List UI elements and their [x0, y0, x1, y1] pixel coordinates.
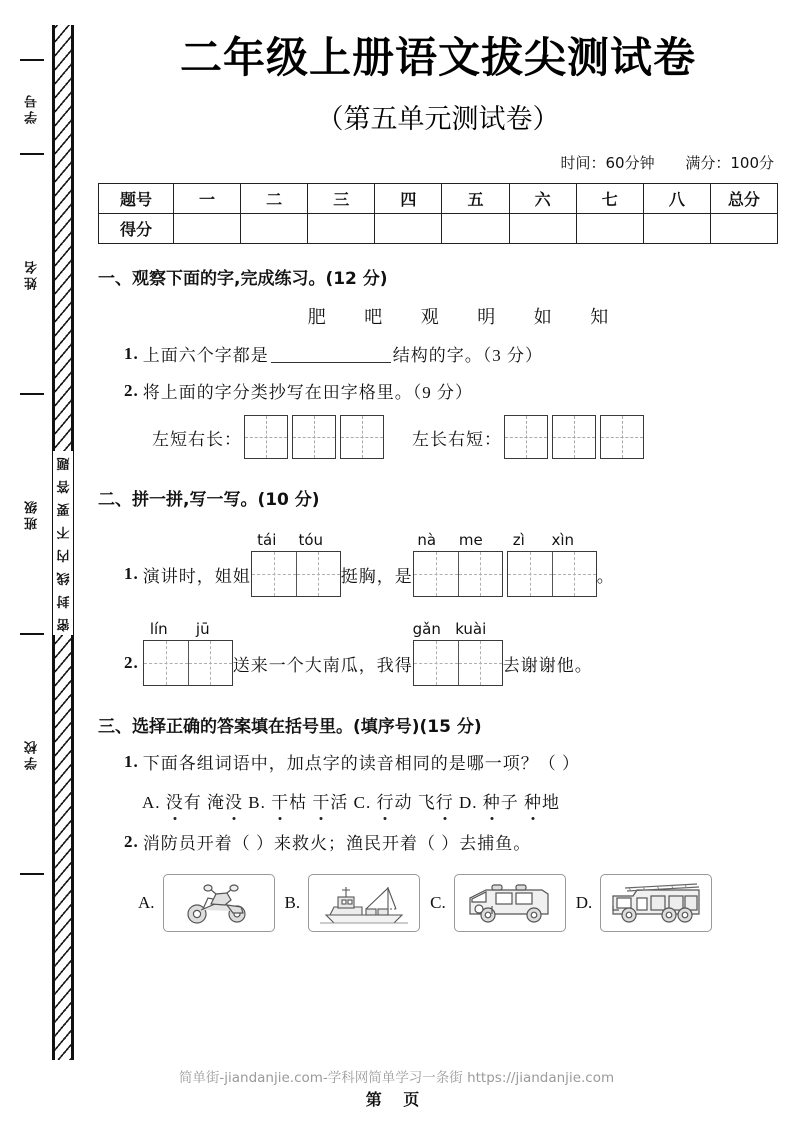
page-number-marker: 第 页 — [365, 1090, 428, 1109]
tianzige-cell[interactable] — [552, 552, 596, 596]
info-rule-3 — [20, 633, 44, 635]
table-row-scores — [99, 214, 778, 244]
score-header-0: 题号 — [99, 184, 174, 214]
answer-grid-linju[interactable] — [143, 640, 233, 686]
info-label-class: 班级 — [24, 498, 40, 530]
exam-meta — [98, 152, 778, 173]
dotted-char: 种 — [483, 788, 501, 813]
section-3-question-1 — [98, 749, 778, 774]
section-1-grid-row — [98, 415, 778, 459]
option-b-word-1 — [271, 793, 307, 812]
section-1-question-2 — [98, 378, 778, 403]
section-1-character-row — [98, 303, 778, 329]
seal-char-3: 不 — [53, 520, 73, 543]
plain-char: 枯 — [289, 793, 308, 813]
picture-option-c[interactable] — [454, 874, 566, 932]
picture-option-label-d: D. — [575, 893, 593, 913]
info-label-name: 姓名 — [24, 258, 40, 290]
question-text-mid: 送来一个大南瓜，我得 — [232, 655, 413, 675]
info-label-school: 学校 — [24, 738, 40, 770]
option-b-word-2 — [312, 793, 348, 812]
left-long-right-short-label: 左长右短： — [412, 429, 502, 449]
tianzige-box[interactable] — [504, 415, 548, 459]
char-2: 观 — [420, 307, 439, 328]
seal-char-1: 答 — [53, 474, 73, 497]
section-2-question-1 — [98, 551, 778, 597]
pinyin-group-taitou — [245, 531, 333, 549]
pinyin-lin: lín — [149, 620, 168, 639]
ambulance-van-icon — [462, 880, 558, 926]
pinyin-kuai: kuài — [455, 620, 487, 639]
tianzige-cell[interactable] — [252, 552, 296, 596]
pinyin-group-linju — [137, 620, 225, 638]
score-header-9: 总分 — [710, 184, 777, 214]
dotted-char: 没 — [225, 788, 243, 813]
tianzige-cell[interactable] — [296, 552, 340, 596]
pinyin-tai: tái — [257, 531, 277, 550]
score-cell-5[interactable] — [442, 214, 509, 244]
plain-char: 飞 — [417, 793, 436, 813]
info-item-school[interactable] — [14, 639, 50, 869]
info-rule-2 — [20, 393, 44, 395]
pinyin-gan: gǎn — [412, 620, 441, 639]
char-1: 吧 — [364, 307, 383, 328]
option-label-a: A. — [142, 793, 161, 813]
option-a-word-1 — [166, 793, 202, 812]
char-0: 肥 — [307, 307, 326, 328]
char-5: 知 — [590, 307, 609, 328]
option-label-c: C. — [353, 793, 372, 813]
page-subtitle: （第五单元测试卷） — [316, 104, 560, 136]
pinyin-na: nà — [417, 531, 437, 550]
score-header-1: 一 — [174, 184, 241, 214]
option-c-word-2 — [418, 793, 454, 812]
score-header-3: 三 — [308, 184, 375, 214]
exam-paper — [98, 0, 778, 1122]
question-text-start: 演讲时，姐姐 — [142, 566, 251, 586]
char-3: 明 — [477, 307, 496, 328]
dotted-char: 没 — [166, 788, 184, 813]
score-header-5: 五 — [442, 184, 509, 214]
left-short-right-long-label: 左短右长： — [152, 429, 242, 449]
question-number: 1. — [124, 751, 139, 771]
section-3-q2-picture-options — [98, 874, 778, 932]
option-label-b: B. — [248, 793, 266, 813]
answer-grid-zixin[interactable] — [507, 551, 597, 597]
left-short-right-long-boxes[interactable] — [244, 415, 384, 459]
seal-char-7: 密 — [53, 612, 73, 635]
dotted-char: 干 — [312, 788, 330, 813]
tianzige-box[interactable] — [340, 415, 384, 459]
info-rule-bottom — [20, 873, 44, 875]
plain-char: 地 — [542, 793, 560, 813]
tianzige-box[interactable] — [600, 415, 644, 459]
seal-char-4: 内 — [53, 543, 73, 566]
answer-grid-gankuai[interactable] — [413, 640, 503, 686]
tianzige-cell[interactable] — [188, 641, 232, 685]
left-long-right-short-boxes[interactable] — [504, 415, 644, 459]
section-2-q1-pinyin-row — [98, 524, 778, 549]
question-text-end: 。 — [596, 566, 615, 586]
picture-option-label-a: A. — [138, 893, 155, 913]
score-cell-6[interactable] — [509, 214, 576, 244]
question-text: 下面各组词语中，加点字的读音相同的是哪一项？（ ） — [142, 754, 580, 774]
dotted-char: 行 — [376, 788, 394, 813]
section-2-heading: 二、拼一拼,写一写。(10 分) — [98, 490, 320, 511]
total-score-label: 满分：100分 — [685, 154, 774, 173]
picture-option-label-b: B. — [284, 893, 301, 913]
footer-watermark: 简单街-jiandanjie.com-学科网简单学习一条街 https://jiandanjie.com — [178, 1070, 615, 1086]
tianzige-box[interactable] — [292, 415, 336, 459]
picture-option-a[interactable] — [163, 874, 275, 932]
score-cell-7[interactable] — [576, 214, 643, 244]
pinyin-me: me — [458, 531, 483, 550]
option-d-word-2 — [524, 793, 560, 812]
motorcycle-icon — [175, 880, 263, 926]
pinyin-xin: xìn — [551, 531, 575, 550]
info-label-student-id: 学号 — [24, 92, 40, 124]
question-number: 1. — [124, 343, 139, 363]
answer-grid-taitou[interactable] — [251, 551, 341, 597]
section-3-heading: 三、选择正确的答案填在括号里。(填序号)(15 分) — [98, 717, 482, 738]
score-cell-4[interactable] — [375, 214, 442, 244]
tianzige-box[interactable] — [552, 415, 596, 459]
dotted-char: 行 — [436, 788, 454, 813]
question-text-before: 上面六个字都是 — [142, 346, 269, 366]
score-header-8: 八 — [643, 184, 710, 214]
question-text: 将上面的字分类抄写在田字格里。（9 分） — [142, 383, 473, 403]
score-cell-1[interactable] — [174, 214, 241, 244]
tianzige-cell[interactable] — [144, 641, 188, 685]
plain-char: 子 — [500, 793, 519, 813]
score-table — [98, 183, 778, 244]
pinyin-group-name — [405, 531, 493, 549]
option-label-d: D. — [458, 793, 478, 813]
question-text-after: 结构的字。（3 分） — [392, 346, 543, 366]
plain-char: 活 — [330, 793, 349, 813]
fishing-boat-icon — [316, 879, 412, 927]
picture-option-label-c: C. — [430, 893, 446, 913]
score-header-6: 六 — [509, 184, 576, 214]
info-item-name[interactable] — [14, 159, 50, 389]
answer-grid-name[interactable] — [413, 551, 503, 597]
seal-char-0: 题 — [53, 451, 73, 474]
question-number: 2. — [124, 831, 139, 851]
tianzige-cell[interactable] — [508, 552, 552, 596]
time-label: 时间：60分钟 — [560, 154, 655, 173]
pinyin-group-gankuai — [405, 620, 493, 638]
fire-truck-icon — [607, 880, 705, 926]
table-row-header — [99, 184, 778, 214]
tianzige-cell[interactable] — [414, 641, 458, 685]
section-2-q2-pinyin-row — [98, 613, 778, 638]
dotted-char: 种 — [524, 788, 542, 813]
question-text: 消防员开着（ ）来救火；渔民开着（ ）去捕鱼。 — [142, 834, 532, 854]
section-1-heading: 一、观察下面的字,完成练习。(12 分) — [98, 269, 388, 290]
option-c-word-1 — [376, 793, 412, 812]
seal-char-2: 要 — [53, 497, 73, 520]
question-number: 1. — [124, 564, 139, 584]
score-cell-9[interactable] — [710, 214, 777, 244]
tianzige-box[interactable] — [244, 415, 288, 459]
plain-char: 有 — [183, 793, 202, 813]
score-cell-2[interactable] — [241, 214, 308, 244]
student-info-column — [14, 25, 50, 1060]
pinyin-tou: tóu — [298, 531, 324, 550]
score-header-2: 二 — [241, 184, 308, 214]
section-3-q1-options — [98, 788, 778, 813]
score-cell-8[interactable] — [643, 214, 710, 244]
question-text-end: 去谢谢他。 — [502, 655, 593, 675]
seal-char-5: 线 — [53, 566, 73, 589]
question-number: 2. — [124, 653, 139, 673]
score-label: 得分 — [99, 214, 174, 244]
option-a-word-2 — [207, 793, 243, 812]
pinyin-ju: jū — [195, 620, 210, 639]
page-title: 二年级上册语文拔尖测试卷 — [179, 33, 696, 82]
answer-blank[interactable] — [271, 345, 391, 363]
option-d-word-1 — [483, 793, 519, 812]
seal-char-6: 封 — [53, 589, 73, 612]
score-cell-3[interactable] — [308, 214, 375, 244]
pinyin-group-zixin — [497, 531, 585, 549]
info-rule-top — [20, 59, 44, 61]
score-header-4: 四 — [375, 184, 442, 214]
question-text-mid: 挺胸，是 — [340, 566, 413, 586]
char-4: 如 — [533, 307, 552, 328]
tianzige-cell[interactable] — [414, 552, 458, 596]
section-1-question-1 — [98, 341, 778, 366]
info-item-class[interactable] — [14, 399, 50, 629]
plain-char: 淹 — [207, 793, 226, 813]
info-item-student-id[interactable] — [14, 65, 50, 151]
tianzige-cell[interactable] — [458, 552, 502, 596]
plain-char: 动 — [394, 793, 413, 813]
section-2-question-2 — [98, 640, 778, 686]
tianzige-cell[interactable] — [458, 641, 502, 685]
question-number: 2. — [124, 380, 139, 400]
picture-option-b[interactable] — [308, 874, 420, 932]
picture-option-d[interactable] — [600, 874, 712, 932]
pinyin-zi: zì — [512, 531, 525, 550]
section-3-question-2 — [98, 829, 778, 854]
dotted-char: 干 — [271, 788, 289, 813]
seal-line-text — [52, 25, 74, 1060]
info-rule-1 — [20, 153, 44, 155]
score-header-7: 七 — [576, 184, 643, 214]
